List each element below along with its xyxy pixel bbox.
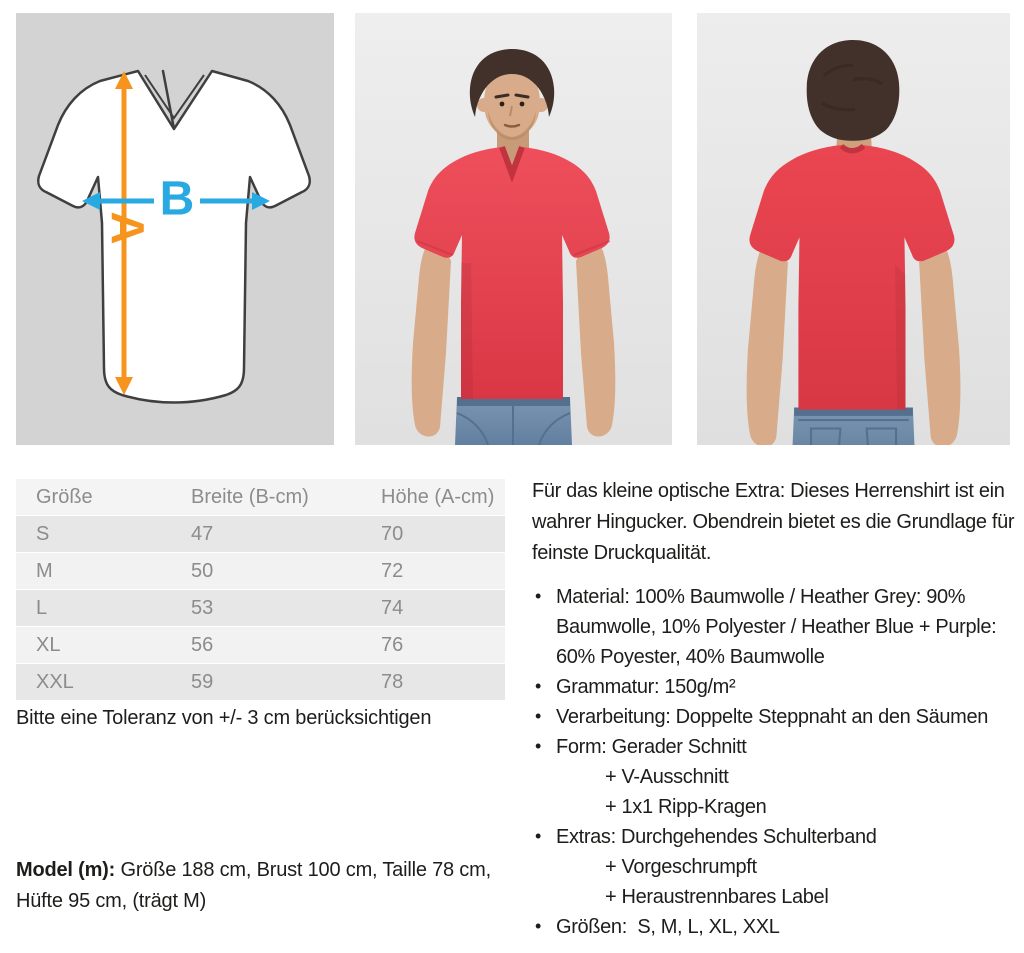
spec-item-material: • Material: 100% Baumwolle / Heather Grey: 90% Baumwolle, 10% Polyester / Heather Blue + Purple: 60% Poyester, 40% Baumwolle [532, 582, 1022, 672]
width-cell: 56 [171, 627, 361, 663]
label-a: A [101, 211, 154, 245]
spec-item-verarbeitung: • Verarbeitung: Doppelte Steppnaht an den Säumen [532, 702, 1022, 732]
width-cell: 50 [171, 553, 361, 589]
spec-subitem-v-ausschnitt: + V-Ausschnitt [605, 766, 729, 788]
spec-subitem-label: + Heraustrennbares Label [605, 886, 829, 908]
spec-list [532, 582, 1022, 942]
model-back-photo [697, 13, 1010, 445]
size-cell: M [16, 553, 171, 589]
bullet-marker: • [535, 676, 541, 696]
spec-item-form: • Form: Gerader Schnitt [532, 732, 1022, 762]
spec-item-grammatur: • Grammatur: 150g/m² [532, 672, 1022, 702]
spec-subitem-ripp-kragen: + 1x1 Ripp-Kragen [605, 796, 767, 818]
height-cell: 76 [361, 627, 505, 663]
height-cell: 72 [361, 553, 505, 589]
model-front-illustration [355, 13, 672, 445]
bullet-marker: • [535, 736, 541, 756]
table-row [16, 664, 505, 700]
model-info-text: Größe 188 cm, Brust 100 cm, Taille 78 cm, Hüfte 95 cm, (trägt M) [16, 859, 497, 912]
width-cell: 59 [171, 664, 361, 700]
height-cell: 70 [361, 516, 505, 552]
bullet-marker: • [535, 826, 541, 846]
size-cell: XXL [16, 664, 171, 700]
height-cell: 78 [361, 664, 505, 700]
height-cell: 74 [361, 590, 505, 626]
tshirt-measure-diagram [16, 13, 334, 445]
bullet-marker: • [535, 916, 541, 936]
size-cell: L [16, 590, 171, 626]
bullet-marker: • [535, 586, 541, 606]
tolerance-note: Bitte eine Toleranz von +/- 3 cm berücksichtigen [16, 707, 432, 729]
head-back [807, 40, 900, 141]
spec-item-extras: • Extras: Durchgehendes Schulterband [532, 822, 1022, 852]
model-back-illustration [697, 13, 1010, 445]
col-header-width: Breite (B-cm) [171, 479, 361, 515]
width-cell: 47 [171, 516, 361, 552]
jeans-front [455, 397, 572, 445]
spec-subitem-vorgeschrumpft: + Vorgeschrumpft [605, 856, 757, 878]
col-header-size: Größe [16, 479, 171, 515]
size-diagram-image [16, 13, 334, 445]
size-table-header-row [16, 479, 505, 515]
width-cell: 53 [171, 590, 361, 626]
model-info-label: Model (m): [16, 859, 116, 881]
bullet-marker: • [535, 706, 541, 726]
table-row [16, 516, 505, 552]
table-row [16, 553, 505, 589]
col-header-height: Höhe (A-cm) [361, 479, 505, 515]
product-description: Für das kleine optische Extra: Dieses Herrenshirt ist ein wahrer Hingucker. Obendrein bietet es die Grundlage für feinste Druckqualität. [532, 480, 1015, 564]
size-cell: XL [16, 627, 171, 663]
table-row [16, 590, 505, 626]
model-info [16, 855, 521, 917]
size-cell: S [16, 516, 171, 552]
label-b: B [159, 172, 195, 226]
table-row [16, 627, 505, 663]
jeans-back [792, 408, 915, 446]
size-table [16, 478, 505, 701]
model-front-photo [355, 13, 672, 445]
spec-item-groessen: • Größen: S, M, L, XL, XXL [532, 912, 1022, 942]
